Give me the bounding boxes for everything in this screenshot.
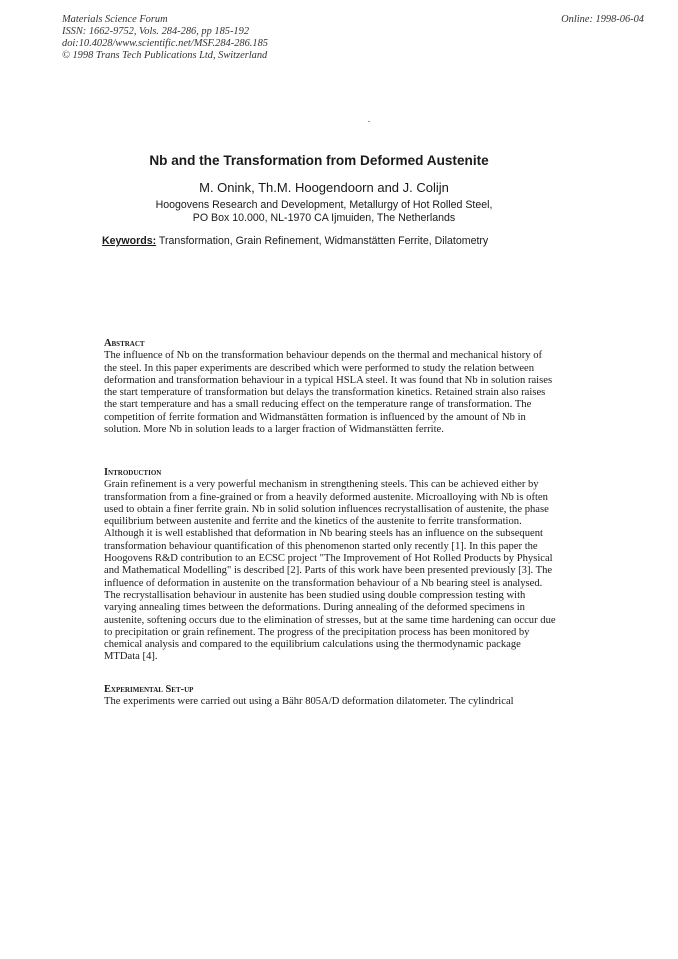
affiliation-line-2: PO Box 10.000, NL-1970 CA Ijmuiden, The Netherlands [192,211,456,224]
abstract-heading: Abstract [104,338,145,349]
keywords-label: Keywords: [102,235,157,247]
abstract-section [104,338,556,436]
issn-line: ISSN: 1662-9752, Vols. 284-286, pp 185-192 [62,26,250,37]
scan-mark [368,121,370,122]
keywords [102,235,488,247]
affiliation-line-1: Hoogovens Research and Development, Metallurgy of Hot Rolled Steel, [155,199,493,211]
introduction-body: Grain refinement is a very powerful mechanism in strengthening steels. This can be achieved either by transformation from a fine-grained or from a heavily deformed austenite. Microalloying with Nb is often used to obtain a finer ferrite grain. Nb in solid solution influences recrystallisation of austenite, the phase equilibrium between austenite and ferrite and the kinetics of the austenite to ferrite transformation. Although it is well established that deformation in Nb bearing steels has an influence on the subsequent transformation behaviour quantification of this phenomenon started only recently [1]. In this paper the Hoogovens R&D contribution to an ECSC project "The Improvement of Hot Rolled Products by Physical and Mathematical Modelling" is described [2]. Parts of this work have been presented previously [3]. The influence of deformation in austenite on the transformation behaviour of a Nb bearing steel is analysed. The recrystallisation behaviour in austenite has been studied using double compression testing with varying annealing times between the deformations. During annealing of the deformed specimens in austenite, softening occurs due to the elimination of stresses, but at the same time hardening can occur due to precipitation or grain refinement. The progress of the precipitation process has been monitored by chemical analysis and compared to the equilibrium calculations using the thermodynamic package MTData [4]. [104,479,556,663]
page-header [62,14,622,62]
setup-section [104,684,556,709]
keywords-text: Transformation, Grain Refinement, Widmanstätten Ferrite, Dilatometry [156,235,489,247]
online-date: Online: 1998-06-04 [561,14,644,25]
author-list: M. Onink, Th.M. Hoogendoorn and J. Colijn [199,180,449,195]
abstract-body: The influence of Nb on the transformation behaviour depends on the thermal and mechanical history of the steel. In this paper experiments are described which were performed to study the relation between deformation and transformation behaviour in a typical HSLA steel. It was found that Nb in solution raises the start temperature of transformation but delays the transformation kinetics. Retained strain also raises the start temperature and has a small reducing effect on the temperature range of transformation. The competition of ferrite formation and Widmanstätten formation is influenced by the amount of Nb in solution. More Nb in solution leads to a larger fraction of Widmanstätten ferrite. [104,350,553,436]
paper-title: Nb and the Transformation from Deformed Austenite [149,153,489,168]
copyright-line: © 1998 Trans Tech Publications Ltd, Switzerland [62,50,268,61]
setup-body: The experiments were carried out using a Bähr 805A/D deformation dilatometer. The cylindrical [104,696,514,708]
journal-name: Materials Science Forum [62,14,168,25]
introduction-section [104,467,556,664]
doi-line[interactable]: doi:10.4028/www.scientific.net/MSF.284-286.185 [62,38,268,49]
introduction-heading: Introduction [104,467,162,478]
affiliation [0,199,648,224]
setup-heading: Experimental Set-up [104,684,194,695]
